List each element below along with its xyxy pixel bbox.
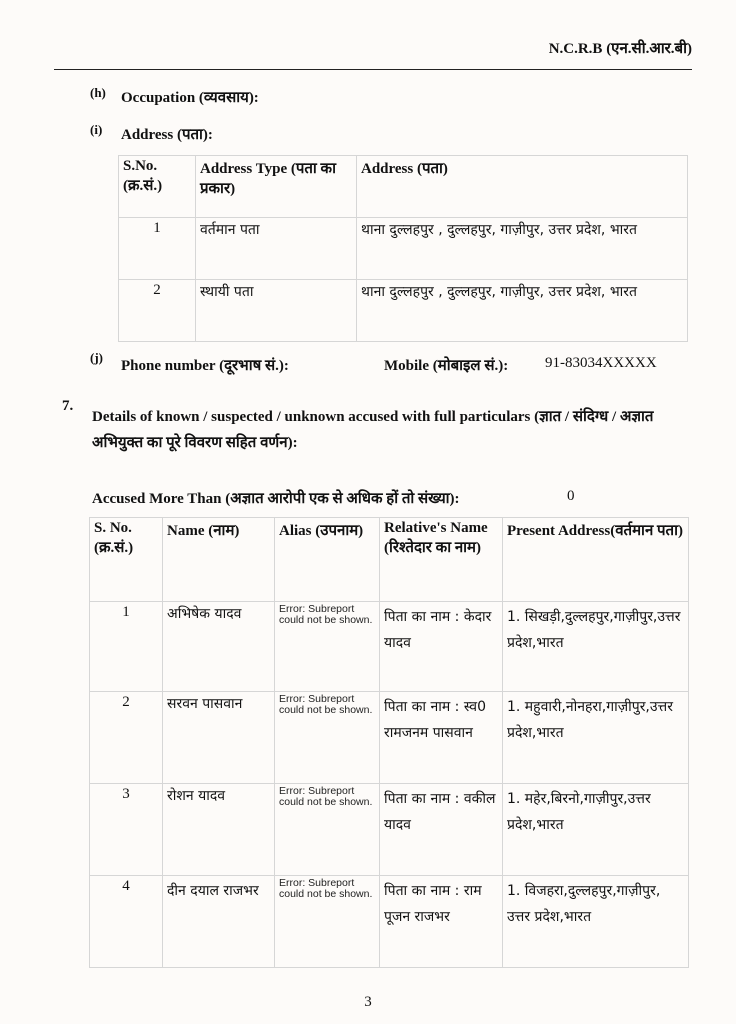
- cell-name: सरवन पासवान: [163, 692, 275, 784]
- cell-alias: Error: Subreport could not be shown.: [275, 784, 380, 876]
- table-row: [90, 784, 689, 876]
- phone-marker: (j): [90, 350, 103, 365]
- col-sno: S. No. (क्र.सं.): [90, 518, 163, 602]
- accused-more-value: 0: [567, 488, 575, 504]
- mobile-label: Mobile (मोबाइल सं.):: [384, 358, 509, 374]
- col-alias: Alias (उपनाम): [275, 518, 380, 602]
- cell-sno: 1: [119, 218, 196, 280]
- header-rule: [54, 69, 692, 70]
- page-number: 3: [364, 994, 372, 1010]
- section-heading: Details of known / suspected / unknown accused with full particulars (ज्ञात / संदिग्ध / अज्ञात अभियुक्त का पूरे विवरण सहित वर्णन):: [92, 409, 654, 451]
- cell-address: 1. विजहरा,दुल्लहपुर,गाज़ीपुर, उत्तर प्रदेश,भारत: [503, 876, 689, 968]
- cell-address: थाना दुल्लहपुर , दुल्लहपुर, गाज़ीपुर, उत्तर प्रदेश, भारत: [357, 218, 688, 280]
- cell-address: थाना दुल्लहपुर , दुल्लहपुर, गाज़ीपुर, उत्तर प्रदेश, भारत: [357, 280, 688, 342]
- table-row: [119, 218, 688, 280]
- col-relative: Relative's Name (रिश्तेदार का नाम): [380, 518, 503, 602]
- table-row: [90, 602, 689, 692]
- cell-address: 1. महेर,बिरनो,गाज़ीपुर,उत्तर प्रदेश,भारत: [503, 784, 689, 876]
- cell-relative: पिता का नाम : केदार यादव: [380, 602, 503, 692]
- address-table: [118, 155, 688, 342]
- table-row: [90, 876, 689, 968]
- cell-relative: पिता का नाम : राम पूजन राजभर: [380, 876, 503, 968]
- address-marker: (i): [90, 122, 103, 137]
- cell-alias: Error: Subreport could not be shown.: [275, 692, 380, 784]
- cell-sno: 2: [90, 692, 163, 784]
- cell-sno: 1: [90, 602, 163, 692]
- mobile-value: 91-83034XXXXX: [545, 355, 657, 371]
- col-sno: S.No. (क्र.सं.): [119, 156, 196, 218]
- cell-alias: Error: Subreport could not be shown.: [275, 602, 380, 692]
- accused-more-label: Accused More Than (अज्ञात आरोपी एक से अधिक हों तो संख्या):: [92, 491, 460, 507]
- accused-table-header: [90, 518, 689, 602]
- cell-address-type: वर्तमान पता: [196, 218, 357, 280]
- col-present-address: Present Address(वर्तमान पता): [503, 518, 689, 602]
- cell-relative: पिता का नाम : वकील यादव: [380, 784, 503, 876]
- cell-name: अभिषेक यादव: [163, 602, 275, 692]
- address-table-header: [119, 156, 688, 218]
- occupation-marker: (h): [90, 85, 106, 100]
- cell-address: 1. महुवारी,नोनहरा,गाज़ीपुर,उत्तर प्रदेश,भारत: [503, 692, 689, 784]
- phone-label: Phone number (दूरभाष सं.):: [121, 358, 289, 374]
- col-name: Name (नाम): [163, 518, 275, 602]
- section-number: 7.: [62, 398, 74, 414]
- cell-sno: 2: [119, 280, 196, 342]
- cell-address-type: स्थायी पता: [196, 280, 357, 342]
- cell-address: 1. सिखड़ी,दुल्लहपुर,गाज़ीपुर,उत्तर प्रदेश,भारत: [503, 602, 689, 692]
- cell-alias: Error: Subreport could not be shown.: [275, 876, 380, 968]
- col-address-type: Address Type (पता का प्रकार): [196, 156, 357, 218]
- header-title: N.C.R.B (एन.सी.आर.बी): [548, 41, 692, 57]
- cell-name: रोशन यादव: [163, 784, 275, 876]
- occupation-label: Occupation (व्यवसाय):: [121, 90, 259, 106]
- accused-table: [89, 517, 689, 968]
- table-row: [90, 692, 689, 784]
- cell-name: दीन दयाल राजभर: [163, 876, 275, 968]
- col-address: Address (पता): [357, 156, 688, 218]
- cell-sno: 3: [90, 784, 163, 876]
- cell-sno: 4: [90, 876, 163, 968]
- table-row: [119, 280, 688, 342]
- cell-relative: पिता का नाम : स्व0 रामजनम पासवान: [380, 692, 503, 784]
- address-label: Address (पता):: [121, 127, 213, 143]
